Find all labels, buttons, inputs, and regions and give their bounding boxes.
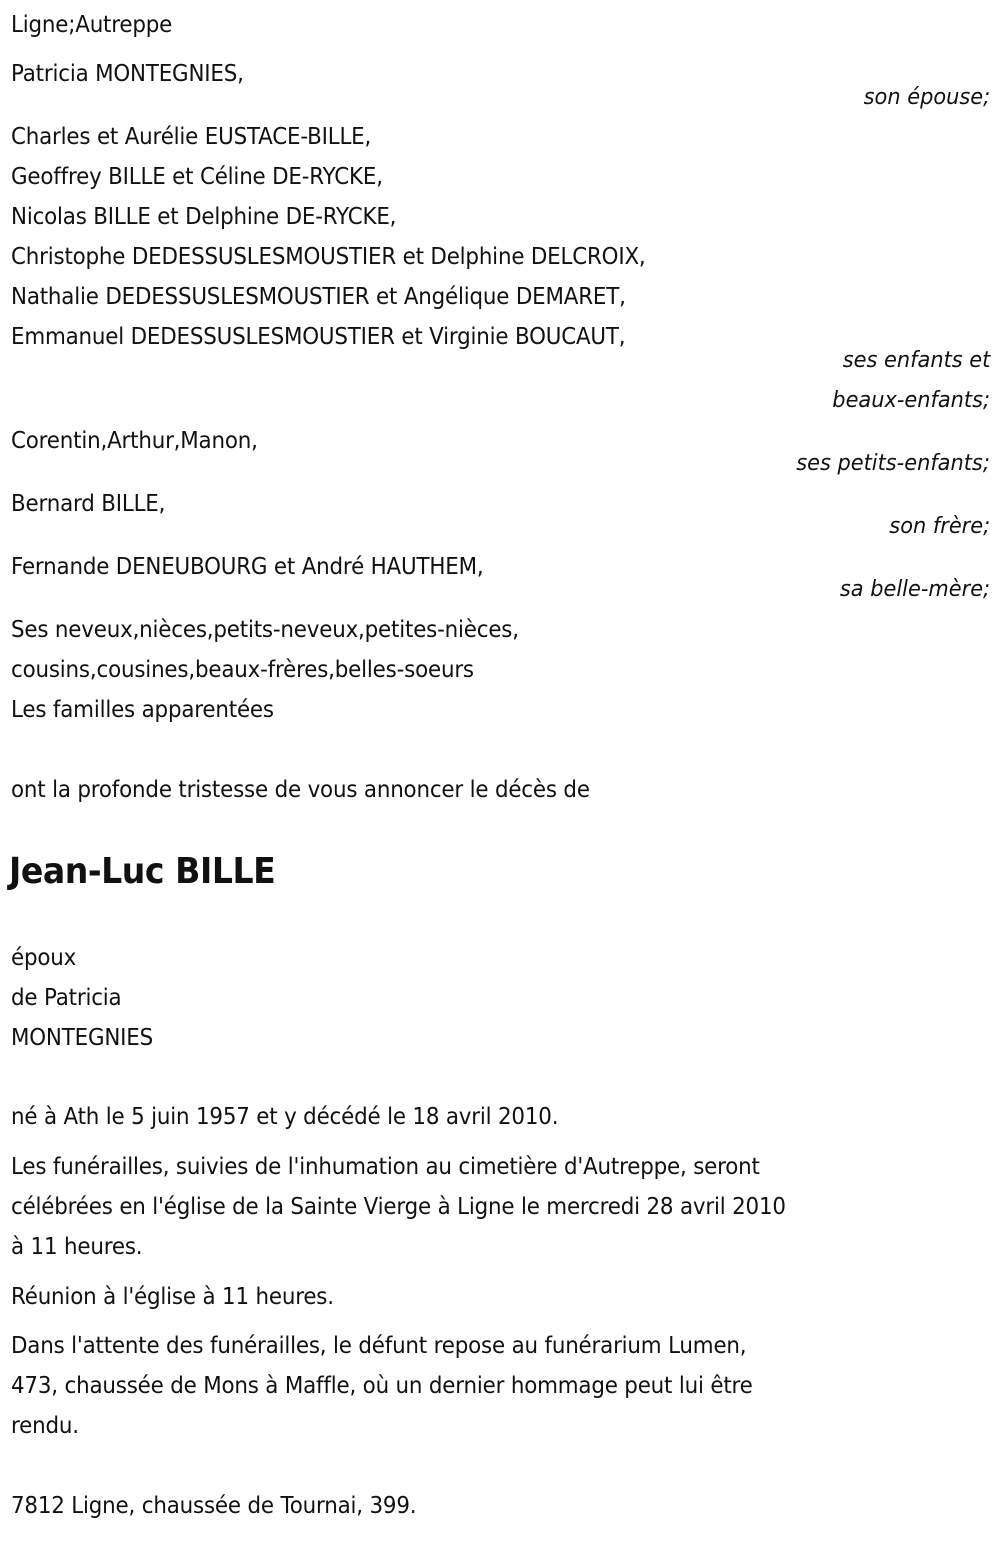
children-role: ses enfants et	[842, 348, 990, 373]
deceased-relation: de Patricia	[11, 985, 122, 1011]
funeral-info: à 11 heures.	[11, 1234, 143, 1260]
relatives-line: Ses neveux,nièces,petits-neveux,petites-nièces,	[11, 617, 519, 643]
funeral-info: célébrées en l'église de la Sainte Vierge à Ligne le mercredi 28 avril 2010	[11, 1194, 786, 1220]
child-line: Emmanuel DEDESSUSLESMOUSTIER et Virginie BOUCAUT,	[11, 324, 626, 350]
announcement-text: ont la profonde tristesse de vous annoncer le décès de	[11, 777, 590, 803]
relatives-line: cousins,cousines,beaux-frères,belles-soeurs	[11, 657, 474, 683]
child-line: Geoffrey BILLE et Céline DE-RYCKE,	[11, 164, 383, 190]
mother-in-law-role: sa belle-mère;	[839, 577, 990, 602]
deceased-relation: époux	[11, 945, 77, 971]
brother-role: son frère;	[889, 514, 990, 539]
funerarium-info: rendu.	[11, 1413, 79, 1439]
child-line: Christophe DEDESSUSLESMOUSTIER et Delphine DELCROIX,	[11, 244, 646, 270]
brother-name: Bernard BILLE,	[11, 491, 166, 517]
funeral-info: Les funérailles, suivies de l'inhumation au cimetière d'Autreppe, seront	[11, 1154, 760, 1180]
location-header: Ligne;Autreppe	[11, 12, 173, 38]
children-role: beaux-enfants;	[832, 388, 990, 413]
funerarium-info: 473, chaussée de Mons à Maffle, où un dernier hommage peut lui être	[11, 1373, 753, 1399]
deceased-relation: MONTEGNIES	[11, 1025, 153, 1051]
family-address: 7812 Ligne, chaussée de Tournai, 399.	[11, 1493, 417, 1519]
child-line: Nathalie DEDESSUSLESMOUSTIER et Angélique DEMARET,	[11, 284, 626, 310]
deceased-name: Jean-Luc BILLE	[9, 851, 276, 892]
grandchildren-role: ses petits-enfants;	[796, 451, 990, 476]
child-line: Nicolas BILLE et Delphine DE-RYCKE,	[11, 204, 397, 230]
child-line: Charles et Aurélie EUSTACE-BILLE,	[11, 124, 372, 150]
relatives-line: Les familles apparentées	[11, 697, 274, 723]
mother-in-law-name: Fernande DENEUBOURG et André HAUTHEM,	[11, 554, 484, 580]
funerarium-info: Dans l'attente des funérailles, le défunt repose au funérarium Lumen,	[11, 1333, 747, 1359]
spouse-role: son épouse;	[863, 85, 990, 110]
grandchildren-names: Corentin,Arthur,Manon,	[11, 428, 258, 454]
spouse-name: Patricia MONTEGNIES,	[11, 61, 244, 87]
birth-death-info: né à Ath le 5 juin 1957 et y décédé le 18 avril 2010.	[11, 1104, 559, 1130]
meeting-info: Réunion à l'église à 11 heures.	[11, 1284, 334, 1310]
